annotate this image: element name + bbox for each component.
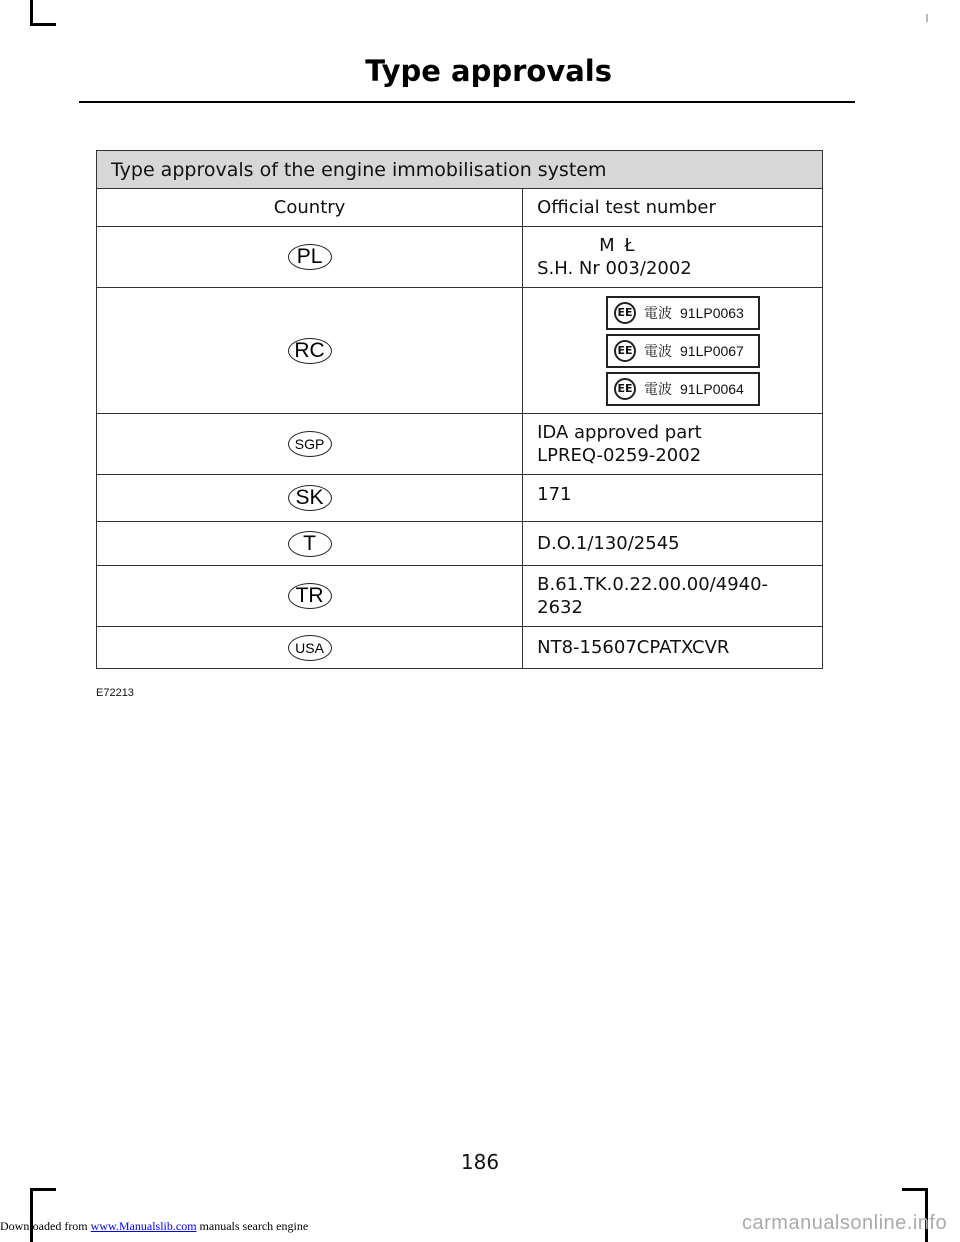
manualslib-link[interactable]: www.Manualslib.com [90,1219,197,1233]
country-badge-sk: SK [288,485,332,511]
crop-mark-top-right [926,14,928,22]
title-rule [79,101,855,103]
table-title-row [97,151,823,189]
test-number-line: M Ł [599,235,637,256]
ncc-mark: 電波 [644,380,672,397]
test-number-line: D.O.1/130/2545 [537,533,680,554]
test-number-line: B.61.TK.0.22.00.00/4940- [537,574,769,595]
table-header-row [97,189,823,227]
download-footer [0,1219,308,1234]
ncc-logo-icon: EE [614,302,636,324]
test-number-line: 171 [537,484,572,505]
test-number-line: LPREQ-0259-2002 [537,445,702,466]
table-row [97,475,823,522]
table-row [97,227,823,288]
page-number: 186 [460,1150,500,1174]
footer-suffix: manuals search engine [196,1219,309,1233]
figure-code: E72213 [96,687,134,699]
page-title: Type approvals [365,54,612,88]
country-badge-rc: RC [288,338,332,364]
country-badge-pl: PL [288,244,332,270]
ncc-logo-icon: EE [614,378,636,400]
test-number-line: NT8-15607CPATXCVR [537,637,730,658]
ncc-code: 91LP0064 [680,380,744,397]
table-title: Type approvals of the engine immobilisation system [97,151,823,189]
ncc-approval-label [606,296,760,330]
table-row [97,288,823,414]
test-number-line: 2632 [537,597,583,618]
ncc-code: 91LP0067 [680,342,744,359]
approvals-table [96,150,823,669]
watermark-text: carmanualsonline.info [742,1212,948,1234]
column-header-number: Official test number [523,189,823,227]
ncc-label-stack [523,296,822,406]
ncc-mark: 電波 [644,342,672,359]
ncc-mark: 電波 [644,304,672,321]
table-row [97,566,823,627]
country-badge-sgp: SGP [288,431,332,457]
ncc-code: 91LP0063 [680,304,744,321]
column-header-country: Country [97,189,523,227]
country-badge-tr: TR [288,583,332,609]
test-number-line: S.H. Nr 003/2002 [537,258,692,279]
table-row [97,627,823,669]
ncc-approval-label [606,334,760,368]
crop-mark-top-left [30,0,56,26]
country-badge-usa: USA [288,635,332,661]
table-row [97,414,823,475]
ncc-approval-label [606,372,760,406]
table-row [97,522,823,566]
test-number-line: IDA approved part [537,422,702,443]
footer-prefix: Downloaded from [0,1219,91,1233]
country-badge-t: T [288,531,332,557]
ncc-logo-icon: EE [614,340,636,362]
